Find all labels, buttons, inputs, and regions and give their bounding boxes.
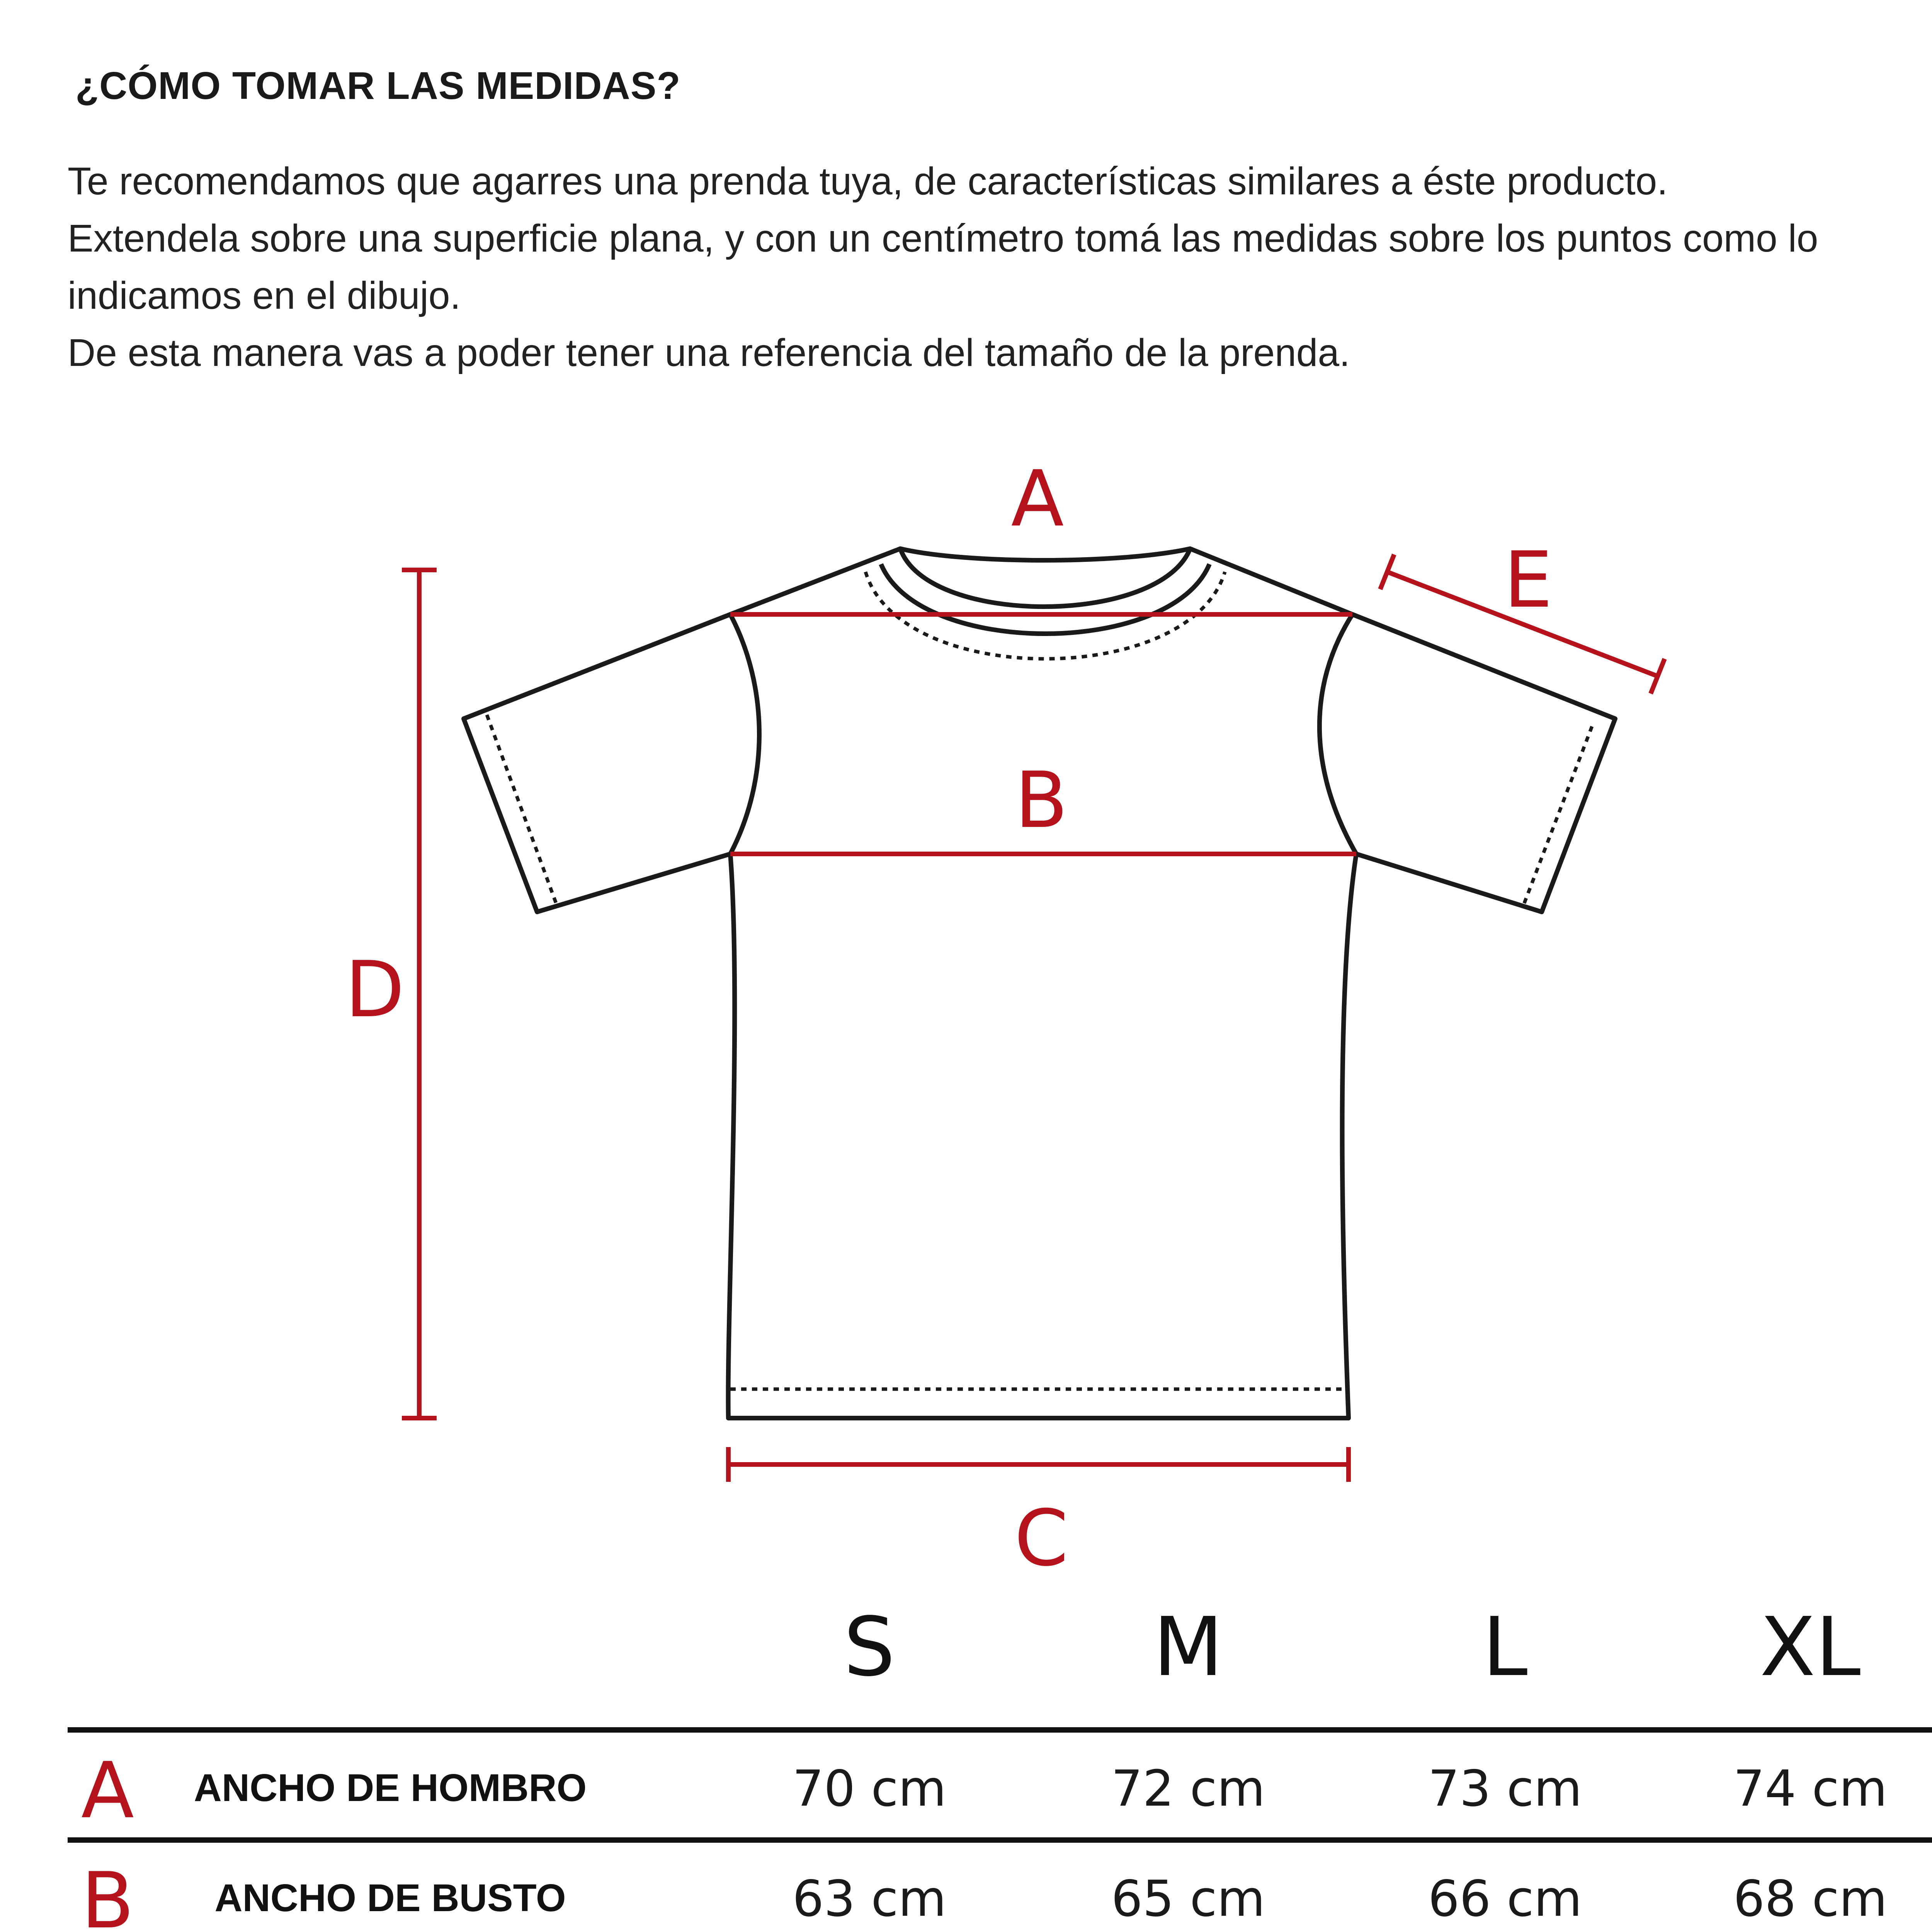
table-cell: 68 cm [1733, 1870, 1888, 1928]
size-header-row [0, 1600, 1932, 1700]
right-cuff-stitch [1522, 726, 1592, 908]
table-divider [68, 1837, 1932, 1843]
table-cell: 74 cm [1733, 1760, 1888, 1818]
table-cell: 70 cm [792, 1760, 947, 1818]
table-cell: 65 cm [1111, 1870, 1265, 1928]
intro-text [68, 153, 1932, 381]
left-sleeve [464, 614, 730, 912]
label-b: B [1015, 755, 1068, 845]
row-label: ANCHO DE HOMBRO [194, 1766, 587, 1810]
size-header-m: M [1153, 1600, 1223, 1694]
size-header-l: L [1482, 1600, 1528, 1694]
row-label: ANCHO DE BUSTO [214, 1876, 566, 1920]
row-letter: A [81, 1746, 134, 1836]
tshirt-body [728, 549, 1356, 1418]
label-a: A [1011, 454, 1064, 544]
table-cell: 73 cm [1428, 1760, 1582, 1818]
size-header-s: S [844, 1600, 895, 1694]
table-row [0, 1739, 1932, 1843]
table-divider [68, 1727, 1932, 1733]
label-e: E [1503, 535, 1553, 625]
stitching [487, 572, 1592, 1389]
tshirt-measurement-diagram [0, 425, 1932, 1584]
size-header-xl: XL [1760, 1600, 1861, 1694]
intro-paragraph: De esta manera vas a poder tener una referencia del tamaño de la prenda. [68, 331, 1350, 374]
row-letter: B [81, 1856, 134, 1932]
page-title: ¿CÓMO TOMAR LAS MEDIDAS? [75, 64, 681, 107]
label-d: D [345, 945, 405, 1035]
label-c: C [1014, 1493, 1068, 1583]
collar-band [881, 564, 1209, 634]
table-cell: 72 cm [1111, 1760, 1265, 1818]
intro-paragraph: Te recomendamos que agarres una prenda tuya, de características similares a éste producto. [68, 160, 1668, 203]
intro-paragraph: Extendela sobre una superficie plana, y con un centímetro tomá las medidas sobre los puntos como lo indicamos en el dibujo. [68, 217, 1818, 317]
table-cell: 66 cm [1428, 1870, 1582, 1928]
right-sleeve [1352, 614, 1615, 912]
table-row [0, 1849, 1932, 1932]
table-cell: 63 cm [792, 1870, 947, 1928]
tshirt-outline [464, 549, 1615, 1418]
measurement-lines [402, 554, 1665, 1482]
